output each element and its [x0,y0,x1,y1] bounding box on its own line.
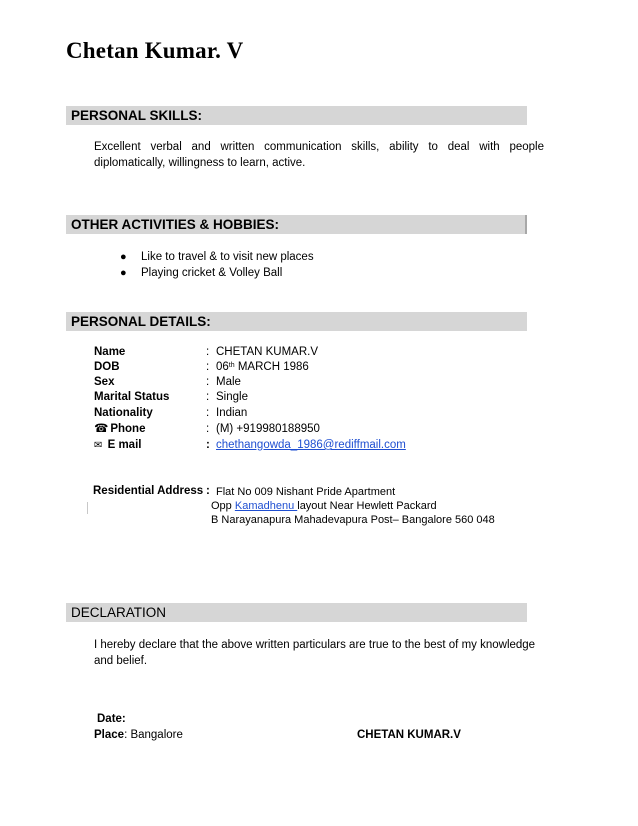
address-line-2: Opp Kamadhenu layout Near Hewlett Packard [211,500,437,512]
divider [87,502,88,514]
detail-row-marital: Marital Status : Single [94,391,248,403]
signature: CHETAN KUMAR.V [357,729,461,741]
address-line-1: Flat No 009 Nishant Pride Apartment [216,486,396,498]
section-heading-hobbies: OTHER ACTIVITIES & HOBBIES: [66,215,527,234]
resume-name: Chetan Kumar. V [66,38,244,63]
bullet-icon: ● [120,267,127,279]
address-colon: : [206,485,210,497]
list-item: ● Like to travel & to visit new places [120,251,314,263]
hobbies-list [120,249,314,281]
section-heading-details: PERSONAL DETAILS: [66,312,527,331]
address-label: Residential Address [93,485,204,497]
telephone-icon: ☎ [94,423,109,435]
address-line-3: B Narayanapura Mahadevapura Post– Bangalore 560 048 [211,514,495,526]
detail-row-nationality: Nationality : Indian [94,407,248,419]
section-heading-declaration: DECLARATION [66,603,527,622]
envelope-icon: ✉ [94,440,103,451]
address-link[interactable]: Kamadhenu [234,500,298,512]
detail-row-name: Name : CHETAN KUMAR.V [94,346,319,358]
declaration-text: I hereby declare that the above written particulars are true to the best of my knowledge and belief. [94,639,536,667]
email-link[interactable]: chethangowda_1986@rediffmail.com [216,439,406,451]
detail-row-sex: Sex : Male [94,376,241,388]
list-item: ● Playing cricket & Volley Ball [120,267,283,279]
place-line: Place: Bangalore [94,729,183,741]
detail-row-phone: ☎ Phone : (M) +919980188950 [94,423,320,435]
skills-text: Excellent verbal and written communication skills, ability to deal with people diplomatically, willingness to learn, active. [94,141,544,169]
section-heading-skills: PERSONAL SKILLS: [66,106,527,125]
detail-row-dob: DOB : 06th MARCH 1986 [94,361,309,373]
detail-row-email: ✉ E mail : chethangowda_1986@rediffmail.com [94,439,406,451]
date-label: Date: [97,713,126,725]
bullet-icon: ● [120,251,127,263]
